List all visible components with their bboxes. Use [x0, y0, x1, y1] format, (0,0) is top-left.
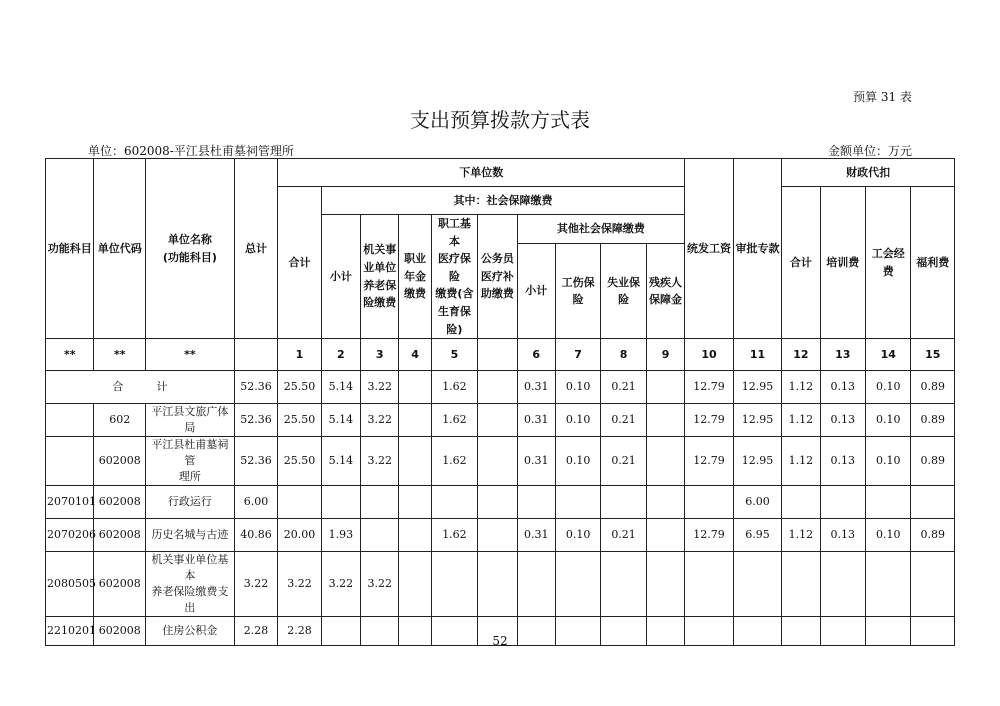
value-cell: 1.62: [431, 518, 477, 551]
value-cell: 1.62: [431, 437, 477, 486]
table-row: [46, 518, 955, 551]
total-value-cell: 5.14: [321, 371, 360, 404]
value-cell: [517, 485, 555, 518]
value-cell: 3.22: [361, 551, 399, 616]
value-cell: [646, 485, 685, 518]
total-value-cell: 1.12: [782, 371, 820, 404]
value-cell: 52.36: [234, 437, 277, 486]
value-cell: [601, 551, 646, 616]
total-value-cell: 1.62: [431, 371, 477, 404]
index-cell: 10: [685, 339, 733, 371]
header-injury: 工伤保险: [555, 244, 600, 339]
total-value-cell: 0.21: [601, 371, 646, 404]
unit-code-cell: 602008: [94, 485, 146, 518]
value-cell: [733, 551, 781, 616]
value-cell: 12.95: [733, 404, 781, 437]
value-cell: 1.12: [782, 518, 820, 551]
value-cell: 0.89: [911, 404, 955, 437]
value-cell: [866, 551, 911, 616]
value-cell: [911, 551, 955, 616]
index-cell: 13: [820, 339, 865, 371]
value-cell: 52.36: [234, 404, 277, 437]
unit-name-cell: 行政运行: [145, 485, 234, 518]
header-union: 工会经费: [866, 187, 911, 339]
value-cell: 0.89: [911, 518, 955, 551]
value-cell: 0.21: [601, 518, 646, 551]
total-value-cell: 0.89: [911, 371, 955, 404]
value-cell: [685, 485, 733, 518]
value-cell: [820, 485, 865, 518]
value-cell: 0.10: [866, 518, 911, 551]
value-cell: 2.28: [278, 616, 321, 645]
value-cell: 2.28: [234, 616, 277, 645]
unit-code-cell: 602008: [94, 518, 146, 551]
value-cell: [478, 485, 517, 518]
func-code-cell: [46, 404, 94, 437]
index-cell: 12: [782, 339, 820, 371]
value-cell: 3.22: [361, 404, 399, 437]
index-cell: 2: [321, 339, 360, 371]
unit-code-cell: 602008: [94, 616, 146, 645]
value-cell: [478, 437, 517, 486]
value-cell: 0.10: [555, 437, 600, 486]
index-cell: 7: [555, 339, 600, 371]
value-cell: [361, 518, 399, 551]
table-row: [46, 551, 955, 616]
table-row: [46, 404, 955, 437]
page-title: 支出预算拨款方式表: [410, 108, 590, 132]
header-unified-salary: 统发工资: [685, 159, 733, 339]
index-cell: 5: [431, 339, 477, 371]
value-cell: [478, 404, 517, 437]
value-cell: 1.93: [321, 518, 360, 551]
index-cell: 1: [278, 339, 321, 371]
total-value-cell: 3.22: [361, 371, 399, 404]
value-cell: 6.95: [733, 518, 781, 551]
total-value-cell: 25.50: [278, 371, 321, 404]
value-cell: 0.13: [820, 437, 865, 486]
header-unit-name: 单位名称 (功能科目): [145, 159, 234, 339]
value-cell: [478, 551, 517, 616]
value-cell: 0.21: [601, 437, 646, 486]
index-cell: [478, 339, 517, 371]
func-code-cell: 2080505: [46, 551, 94, 616]
unit-code-cell: 602008: [94, 551, 146, 616]
index-cell: 14: [866, 339, 911, 371]
header-fd-total: 合计: [782, 187, 820, 339]
value-cell: 12.79: [685, 437, 733, 486]
total-value-cell: 12.79: [685, 371, 733, 404]
value-cell: [782, 485, 820, 518]
value-cell: 0.21: [601, 404, 646, 437]
value-cell: [361, 485, 399, 518]
value-cell: [601, 485, 646, 518]
index-cell: 15: [911, 339, 955, 371]
value-cell: [399, 404, 431, 437]
total-label: 合 计: [46, 371, 235, 404]
value-cell: [646, 437, 685, 486]
value-cell: 0.10: [555, 404, 600, 437]
amount-unit-label: 金额单位：万元: [827, 144, 912, 158]
header-social-security: 其中：社会保障缴费: [321, 187, 685, 215]
unit-code-cell: 602008: [94, 437, 146, 486]
header-total: 总计: [234, 159, 277, 339]
unit-name-cell: 平江县文旅广体局: [145, 404, 234, 437]
header-other-subtotal: 小计: [517, 244, 555, 339]
header-special-approval: 审批专款: [733, 159, 781, 339]
header-func-code: 功能科目: [46, 159, 94, 339]
header-unemployment: 失业保险: [601, 244, 646, 339]
value-cell: 25.50: [278, 437, 321, 486]
value-cell: [646, 518, 685, 551]
index-cell: **: [94, 339, 146, 371]
header-lower-sum: 合计: [278, 187, 321, 339]
value-cell: 6.00: [733, 485, 781, 518]
header-training: 培训费: [820, 187, 865, 339]
value-cell: 1.12: [782, 437, 820, 486]
header-pension: 机关事 业单位 养老保 险缴费: [361, 215, 399, 339]
index-cell: 3: [361, 339, 399, 371]
value-cell: [555, 485, 600, 518]
value-cell: 0.10: [866, 404, 911, 437]
header-other-ss: 其他社会保障缴费: [517, 215, 685, 244]
value-cell: [399, 437, 431, 486]
index-cell: 9: [646, 339, 685, 371]
unit-name-cell: 平江县杜甫墓祠管 理所: [145, 437, 234, 486]
value-cell: 0.89: [911, 437, 955, 486]
index-cell: 11: [733, 339, 781, 371]
total-value-cell: 0.13: [820, 371, 865, 404]
header-medical: 职工基本 医疗保险 缴费(含 生育保 险): [431, 215, 477, 339]
value-cell: 25.50: [278, 404, 321, 437]
total-value-cell: [646, 371, 685, 404]
value-cell: 0.10: [555, 518, 600, 551]
value-cell: [478, 518, 517, 551]
value-cell: 0.31: [517, 404, 555, 437]
value-cell: [555, 551, 600, 616]
value-cell: 12.79: [685, 518, 733, 551]
value-cell: 3.22: [361, 437, 399, 486]
unit-name-cell: 机关事业单位基本 养老保险缴费支出: [145, 551, 234, 616]
index-cell: **: [145, 339, 234, 371]
value-cell: 3.22: [278, 551, 321, 616]
header-lower-unit: 下单位数: [278, 159, 685, 187]
unit-code-cell: 602: [94, 404, 146, 437]
value-cell: 1.12: [782, 404, 820, 437]
index-cell: **: [46, 339, 94, 371]
value-cell: 1.62: [431, 404, 477, 437]
index-cell: 8: [601, 339, 646, 371]
total-value-cell: 52.36: [234, 371, 277, 404]
total-value-cell: 0.31: [517, 371, 555, 404]
header-fiscal-deduction: 财政代扣: [782, 159, 955, 187]
total-value-cell: 0.10: [555, 371, 600, 404]
header-civil-medical: 公务员 医疗补 助缴费: [478, 215, 517, 339]
value-cell: [399, 551, 431, 616]
total-row: [46, 371, 955, 404]
value-cell: [517, 551, 555, 616]
header-disability: 残疾人 保障金: [646, 244, 685, 339]
unit-label: 单位：602008-平江县杜甫墓祠管理所: [88, 144, 294, 158]
table-number: 预算 31 表: [853, 90, 912, 104]
header-welfare: 福利费: [911, 187, 955, 339]
value-cell: 12.95: [733, 437, 781, 486]
page-number: 52: [492, 634, 508, 648]
value-cell: [431, 485, 477, 518]
value-cell: [646, 551, 685, 616]
value-cell: [685, 551, 733, 616]
value-cell: [399, 485, 431, 518]
value-cell: [278, 485, 321, 518]
value-cell: 5.14: [321, 437, 360, 486]
header-ss-subtotal: 小计: [321, 215, 360, 339]
value-cell: 0.31: [517, 518, 555, 551]
value-cell: 12.79: [685, 404, 733, 437]
func-code-cell: 2070101: [46, 485, 94, 518]
value-cell: 3.22: [234, 551, 277, 616]
value-cell: [431, 551, 477, 616]
table-row: [46, 437, 955, 486]
total-value-cell: 12.95: [733, 371, 781, 404]
header-annuity: 职业 年金 缴费: [399, 215, 431, 339]
value-cell: [820, 551, 865, 616]
value-cell: 40.86: [234, 518, 277, 551]
func-code-cell: 2210201: [46, 616, 94, 645]
value-cell: [321, 485, 360, 518]
value-cell: 6.00: [234, 485, 277, 518]
unit-name-cell: 住房公积金: [145, 616, 234, 645]
index-cell: 6: [517, 339, 555, 371]
value-cell: 0.13: [820, 404, 865, 437]
index-row: [46, 339, 955, 371]
index-cell: [234, 339, 277, 371]
value-cell: 5.14: [321, 404, 360, 437]
unit-name-cell: 历史名城与古迹: [145, 518, 234, 551]
total-value-cell: [478, 371, 517, 404]
table-row: [46, 485, 955, 518]
func-code-cell: [46, 437, 94, 486]
value-cell: [911, 485, 955, 518]
value-cell: [782, 551, 820, 616]
value-cell: 0.10: [866, 437, 911, 486]
value-cell: [866, 485, 911, 518]
total-value-cell: [399, 371, 431, 404]
value-cell: 0.13: [820, 518, 865, 551]
value-cell: [646, 404, 685, 437]
index-cell: 4: [399, 339, 431, 371]
func-code-cell: 2070206: [46, 518, 94, 551]
value-cell: [399, 518, 431, 551]
value-cell: 3.22: [321, 551, 360, 616]
value-cell: 0.31: [517, 437, 555, 486]
budget-table: [45, 158, 955, 646]
header-unit-code: 单位代码: [94, 159, 146, 339]
value-cell: 20.00: [278, 518, 321, 551]
total-value-cell: 0.10: [866, 371, 911, 404]
